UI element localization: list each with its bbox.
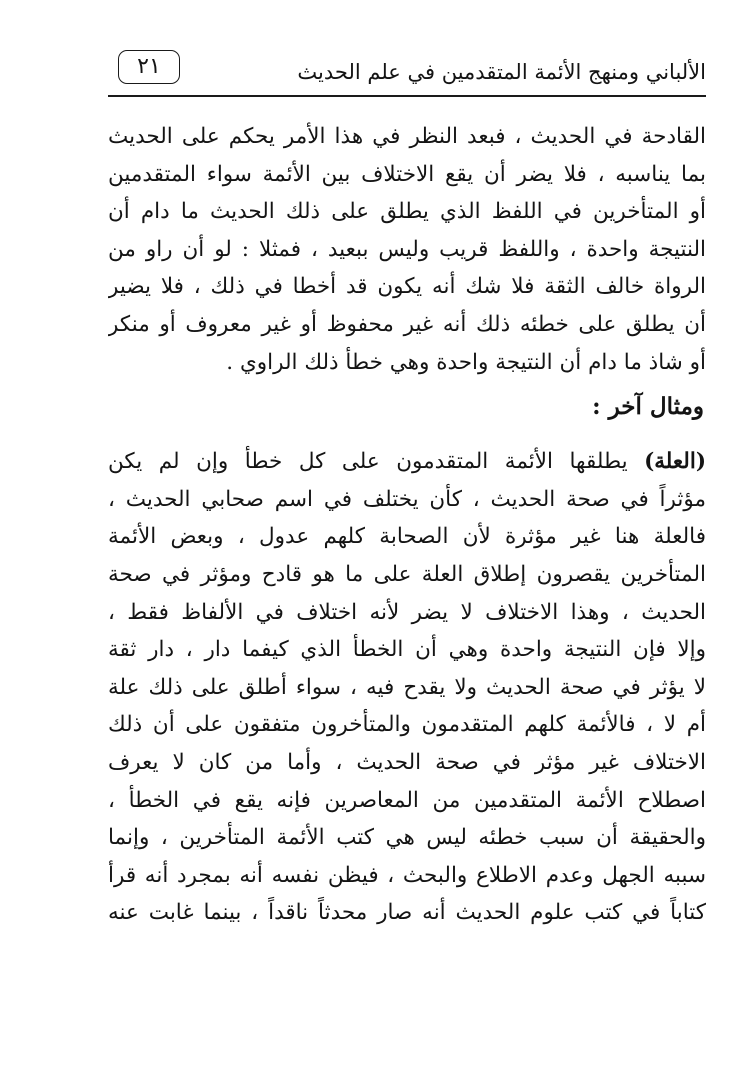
scan-speck: [10, 155, 16, 158]
text-line: أو شاذ ما دام أن النتيجة واحدة وهي خطأ ذلك الراوي .: [226, 349, 706, 375]
text-line: النتيجة واحدة ، واللفظ قريب وليس ببعيد ، فمثلا : لو أن راو من: [108, 236, 706, 262]
text-line: وإلا فإن النتيجة واحدة وهي أن الخطأ الذي كيفما دار ، دار ثقة: [108, 637, 706, 663]
text-line: أم لا ، فالأئمة كلهم المتقدمون والمتأخرون متفقون على أن ذلك: [108, 712, 706, 738]
text-line: سببه الجهل وعدم الاطلاع والبحث ، فيظن نفسه أنه بمجرد أنه قرأ: [108, 862, 706, 888]
text-line: لا يؤثر في صحة الحديث ولا يقدح فيه ، سواء أطلق على ذلك علة: [108, 674, 706, 700]
text-line: أن يطلق على خطئه ذلك أنه غير محفوظ أو غير معروف أو منكر: [108, 311, 706, 337]
text-line: القادحة في الحديث ، فبعد النظر في هذا الأمر يحكم على الحديث: [108, 124, 706, 149]
text-line: كتاباً في كتب علوم الحديث أنه صار محدثاً ناقداً ، بينما غابت عنه: [108, 900, 706, 926]
text-line: المتأخرين يقصرون إطلاق العلة على ما هو قادح ومؤثر في صحة: [108, 561, 706, 587]
text-line: بما يناسبه ، فلا يضر أن يقع الاختلاف بين الأئمة سواء المتقدمين: [108, 161, 706, 187]
body-text: [108, 118, 706, 932]
header-title: الألباني ومنهج الأئمة المتقدمين في علم الحديث: [297, 60, 706, 84]
text-line-first: [108, 443, 706, 481]
running-header: [108, 50, 706, 90]
text-line: الرواة خالف الثقة فلا شك أنه يكون قد أخطا في ذلك ، فلا يضير: [108, 274, 706, 300]
paragraph-2: [108, 443, 706, 932]
text-line: الاختلاف غير مؤثر في صحة الحديث ، وأما من كان لا يعرف: [108, 749, 706, 775]
text-line: مؤثراً في صحة الحديث ، كأن يختلف في اسم صحابي الحديث ،: [108, 486, 706, 512]
text-line: الحديث ، وهذا الاختلاف لا يضر لأنه اختلاف في الألفاظ فقط ،: [108, 599, 706, 625]
text-line: اصطلاح الأئمة المتقدمين من المعاصرين فإنه يقع في الخطأ ،: [108, 787, 706, 813]
text-line: والحقيقة أن سبب خطئه ليس هي كتب الأئمة المتأخرين ، وإنما: [108, 825, 706, 851]
subheading: ومثال آخر :: [592, 393, 704, 421]
text-line: أو المتأخرين في اللفظ الذي يطلق على ذلك الحديث ما دام أن: [108, 199, 706, 225]
term-illa: (العلة): [644, 449, 706, 475]
page-number: ٢١: [118, 50, 180, 84]
header-rule: [108, 95, 706, 97]
paragraph-1: [108, 118, 706, 381]
text-line: فالعلة هنا غير مؤثرة لأن الصحابة كلهم عدول ، وبعض الأئمة: [108, 524, 706, 550]
text-run: يطلقها الأئمة المتقدمون على كل خطأ وإن لم يكن: [108, 449, 628, 475]
